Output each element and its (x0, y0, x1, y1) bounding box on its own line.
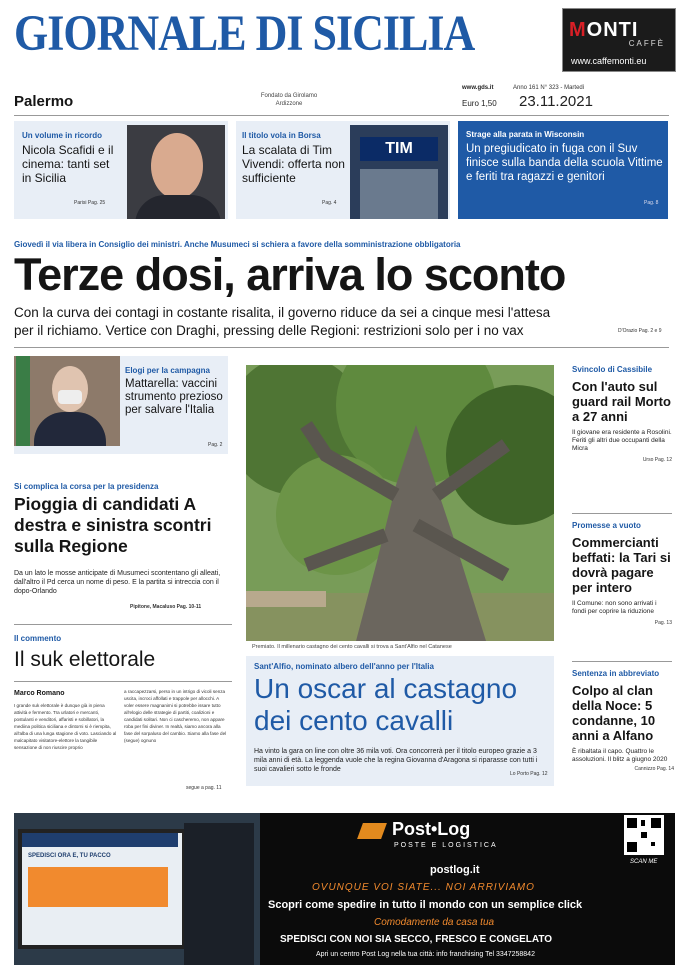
mattarella-text: Mattarella: vaccini strumento prezioso per salvare l'Italia (125, 378, 223, 416)
teaser-ref: Parisi Pag. 25 (74, 200, 106, 206)
divider (572, 513, 672, 514)
commento-col-1: I grande suk elettorale è dunque già in piena attività e fermento. Tra urlatori e mercanti, postulanti e venditori, affaristi e sobillatori, la mediina politica siciliana e dintorni si è riempita, all'alba di una lunga stagione di voto. Lasciando al malcapitato visitatore-elettore la tangibile sensazione di non riuscire proprio (14, 703, 117, 750)
tari-body: Il Comune: non sono arrivati i fondi per coprire la riduzione (572, 600, 657, 615)
teaser-text: Nicola Scafidi e il cinema: tanti set in Sicilia (22, 143, 114, 185)
tim-sign: TIM (360, 137, 438, 161)
scafidi-photo (127, 125, 225, 219)
tari-ref: Pag. 13 (654, 620, 672, 626)
divider (14, 347, 669, 348)
ad-laptop-photo (14, 813, 260, 965)
teaser-ref: Pag. 4 (322, 200, 337, 206)
lead-summary-1: Con la curva dei contagi in costante risalita, il governo riduce da sei a cinque mesi l'attesa (14, 305, 551, 320)
monti-url: www.caffemonti.eu (571, 56, 647, 66)
price: Euro 1,50 (462, 99, 497, 108)
lead-summary-2: per il richiamo. Vertice con Draghi, pressing delle Regioni: restrizioni solo per i no vax (14, 323, 524, 338)
castagno-headline: Un oscar al castagno dei cento cavalli (254, 673, 518, 736)
masthead: GIORNALE DI SICILIA (14, 5, 475, 62)
cassibile-ref: Urso Pag. 12 (642, 457, 672, 463)
commento-headline[interactable]: Il suk elettorale (14, 648, 156, 671)
ad-screen-text: SPEDISCI ORA E, TU PACCO (28, 853, 111, 859)
noce-ref: Cannizzo Pag. 14 (634, 766, 674, 772)
lead-ref: D'Orazio Pag. 2 e 9 (618, 328, 662, 334)
divider (14, 624, 232, 625)
postlog-logo-sub: POSTE E LOGISTICA (394, 842, 498, 849)
teaser-text: Un pregiudicato in fuga con il Suv finisce sulla banda della scuola Vittime e feriti tra ragazzi e genitori (466, 143, 663, 183)
regionali-kicker: Si complica la corsa per la presidenza (14, 482, 159, 491)
qr-label: SCAN ME (630, 859, 658, 865)
story-cassibile[interactable] (572, 365, 672, 463)
teaser-wisconsin[interactable] (458, 121, 668, 219)
noce-kicker: Sentenza in abbreviato (572, 669, 660, 678)
lead-kicker: Giovedì il via libera in Consiglio dei ministri. Anche Musumeci si schiera a favore della somministrazione obbligatoria (14, 240, 461, 249)
postlog-line-4: Apri un centro Post Log nella tua città: info franchising Tel 3347258842 (316, 951, 535, 958)
monti-caffe-label: CAFFÈ (628, 39, 665, 48)
mattarella-box[interactable] (14, 356, 228, 454)
story-tari[interactable] (572, 521, 672, 626)
edition-city: Palermo (14, 93, 74, 110)
noce-body: È ribaltata il capo. Quattro le assoluzioni. Il blitz a giugno 2020 (572, 748, 668, 763)
issue-date: 23.11.2021 (519, 93, 593, 110)
cassibile-kicker: Svincolo di Cassibile (572, 365, 653, 374)
teaser-kicker: Un volume in ricordo (22, 131, 103, 140)
castagno-photo[interactable] (246, 365, 554, 641)
tari-headline: Commercianti beffati: la Tari si dovrà pagare per intero (572, 535, 671, 595)
postlog-logo: Post•Log (392, 819, 471, 839)
monti-logo: MONTI (569, 19, 639, 41)
commento-author: Marco Romano (14, 690, 65, 697)
teaser-tim[interactable] (236, 121, 450, 219)
issue-number: Anno 161 N° 323 - Martedì (513, 85, 585, 91)
teaser-text: La scalata di Tim Vivendi: offerta non sufficiente (242, 143, 345, 185)
ad-postlog[interactable] (14, 813, 675, 965)
castagno-body: Ha vinto la gara on line con oltre 36 mila voti. Ora concorrerà per il titolo europeo grazie a 3 mila anni di età. La leggenda vuole che la regina Giovanna d'Aragona si riparasse con tutti i suoi cavalieri sotto le fronde (254, 748, 538, 773)
divider (14, 681, 232, 682)
postlog-url[interactable]: postlog.it (430, 864, 480, 876)
noce-headline: Colpo al clan della Noce: 5 condanne, 10 anni a Alfano (572, 683, 656, 743)
postlog-line-3: SPEDISCI CON NOI SIA SECCO, FRESCO E CONGELATO (280, 934, 553, 945)
postlog-logo-mark (357, 823, 387, 839)
teaser-kicker: Il titolo vola in Borsa (242, 131, 321, 140)
divider (572, 661, 672, 662)
teaser-ref: Pag. 8 (644, 200, 659, 206)
ad-monti-caffe[interactable] (562, 8, 676, 72)
photo-caption: Premiato. Il millenario castagno dei cento cavalli si trova a Sant'Alfio nel Catanese (252, 644, 452, 650)
teaser-scafidi[interactable] (14, 121, 228, 219)
castagno-box[interactable] (246, 656, 554, 786)
mattarella-kicker: Elogi per la campagna (125, 366, 210, 375)
castagno-ref: Lo Porto Pag. 12 (510, 771, 548, 777)
lead-headline[interactable]: Terze dosi, arriva lo sconto (14, 249, 566, 300)
commento-continued: segue a pag. 11 (186, 785, 222, 791)
postlog-line-1: Scopri come spedire in tutto il mondo con un semplice click (268, 899, 583, 911)
commento-kicker: Il commento (14, 634, 62, 643)
mattarella-photo (14, 356, 120, 446)
regionali-headline[interactable]: Pioggia di candidati A destra e sinistra scontri sulla Regione (14, 494, 212, 556)
regionali-body: Da un lato le mosse anticipate di Musumeci scontentano gli alleati, dall'altro il Pd cerca un nome di peso. E la partita si intreccia con il dopo-Orlando (14, 570, 221, 595)
founded-note: Fondato da Girolamo Ardizzone (260, 93, 318, 107)
commento-col-2: a raccapezzarsi, perso in un intrigo di vicoli senza uscita, incroci affollati e trappole per allocchi. A voler essere magnanimi si potrebbe issare tutto all'elogio delle strategie di partiti, coalizioni e candidati solitari. Non ci cascheremo, non appare roba per fini diviner. In realtà, siamo ancora alla fase del sorpaluso del cambio. Siamo alla fase del (segue) ognuno (124, 689, 227, 743)
mattarella-ref: Pag. 2 (208, 442, 223, 448)
castagno-kicker: Sant'Alfio, nominato albero dell'anno per l'Italia (254, 662, 434, 671)
website[interactable]: www.gds.it (462, 85, 494, 91)
regionali-ref: Pipitone, Macaluso Pag. 10-11 (130, 604, 202, 610)
postlog-line-2: Comodamente da casa tua (374, 917, 495, 928)
teaser-kicker: Strage alla parata in Wisconsin (466, 130, 585, 139)
story-noce[interactable] (572, 669, 674, 772)
cassibile-headline: Con l'auto sul guard rail Morto a 27 anni (572, 379, 671, 424)
postlog-slogan: OVUNQUE VOI SIATE... NOI ARRIVIAMO (312, 882, 535, 893)
divider (14, 115, 669, 116)
qr-code[interactable] (624, 815, 664, 855)
tari-kicker: Promesse a vuoto (572, 521, 641, 530)
tim-building-photo (350, 125, 448, 219)
cassibile-body: Il giovane era residente a Rosolini. Feriti gli altri due occupanti della Micra (572, 429, 672, 452)
